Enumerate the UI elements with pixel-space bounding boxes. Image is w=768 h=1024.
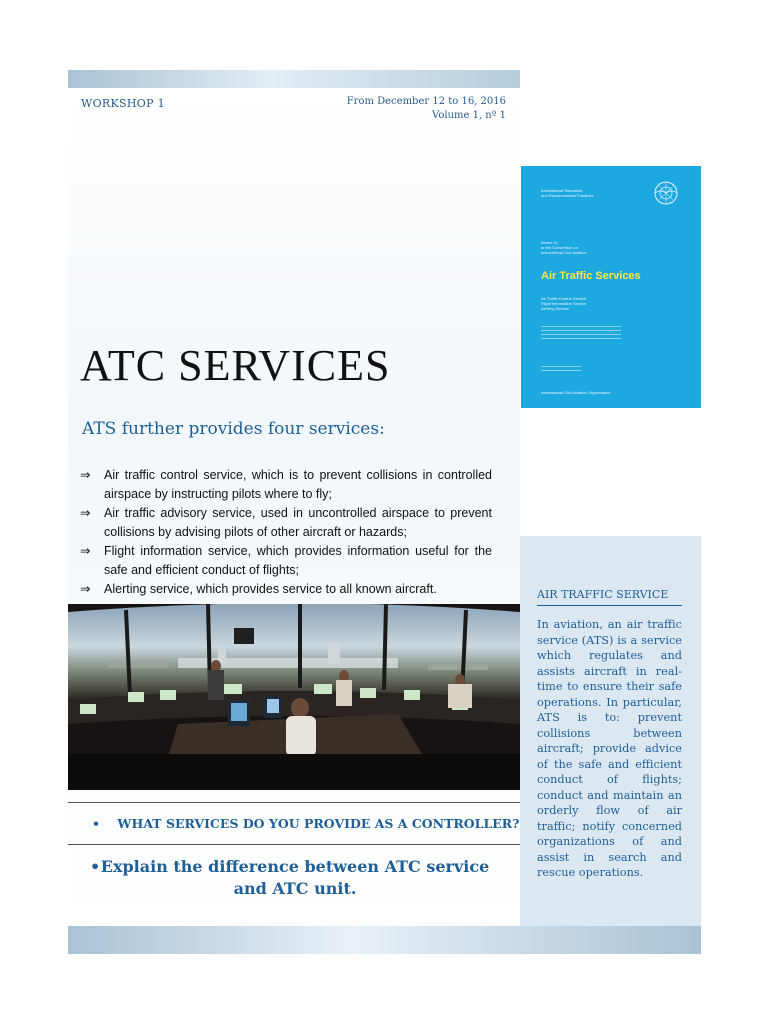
arrow-icon: ⇒ — [80, 468, 91, 482]
date-line: From December 12 to 16, 2016 — [346, 96, 506, 107]
cover-text: Alerting Service — [541, 306, 570, 311]
control-room-illustration — [68, 604, 520, 790]
cover-text: Air Traffic Control Service — [541, 296, 587, 301]
document-cover-image — [521, 166, 701, 408]
cover-text: and Recommended Practices — [541, 193, 594, 198]
issue-info — [347, 95, 506, 123]
cover-text: Annex 11 — [541, 240, 558, 245]
page-title: ATC SERVICES — [80, 341, 391, 390]
list-item-text: Air traffic advisory service, used in uncontrolled airspace to prevent collisions by advising pilots of other aircraft or hazards; — [104, 506, 492, 539]
cover-text: Flight Information Service — [541, 301, 587, 306]
sidebar-heading: AIR TRAFFIC SERVICE — [537, 588, 669, 601]
control-tower-photo — [68, 604, 520, 790]
cover-text: to the Convention on — [541, 245, 578, 250]
cover-fine-print — [541, 326, 621, 342]
sidebar-body-text: In aviation, an air traffic service (ATS) is a service which regulates and assists aircraft in real-time to ensure their safe operations. In particular, ATS is to: prevent collisions between aircraft; provide advice of the safe and efficient conduct of flights; conduct and maintain an orderly flow of air traffic; notify concerned organizations of and assist in search and rescue operations. — [537, 618, 682, 879]
list-item — [80, 504, 492, 542]
cover-edition-note — [541, 366, 581, 374]
list-item-text: Flight information service, which provides information useful for the safe and efficient conduct of flights; — [104, 544, 492, 577]
cover-text: International Civil Aviation Organization — [541, 390, 611, 395]
list-item — [80, 580, 492, 599]
question-1 — [92, 816, 520, 831]
bullet-dot-icon: • — [90, 857, 101, 876]
cover-text: International Civil Aviation — [541, 250, 587, 255]
icao-emblem-icon — [653, 180, 679, 206]
divider-bottom — [68, 844, 520, 845]
sidebar-rule — [537, 605, 682, 606]
services-list — [80, 466, 492, 599]
volume-line: Volume 1, nº 1 — [432, 110, 506, 121]
list-item — [80, 466, 492, 504]
question-2-text: Explain the difference between ATC service and ATC unit. — [100, 857, 490, 898]
cover-text: International Standards — [541, 188, 583, 193]
workshop-label: WORKSHOP 1 — [81, 97, 165, 110]
bullet-dot-icon: • — [92, 816, 100, 831]
arrow-icon: ⇒ — [80, 582, 91, 596]
cover-title: Air Traffic Services — [541, 270, 641, 282]
arrow-icon: ⇒ — [80, 506, 91, 520]
divider-top — [68, 802, 520, 803]
question-2 — [90, 856, 500, 900]
list-item — [80, 542, 492, 580]
list-item-text: Air traffic control service, which is to prevent collisions in controlled airspace by instructing pilots where to fly; — [104, 468, 492, 501]
section-subtitle: ATS further provides four services: — [82, 419, 385, 439]
arrow-icon: ⇒ — [80, 544, 91, 558]
footer-decor-bar — [68, 926, 701, 954]
question-1-text: WHAT SERVICES DO YOU PROVIDE AS A CONTROLLER? — [117, 816, 520, 831]
header-decor-bar — [68, 70, 520, 88]
list-item-text: Alerting service, which provides service to all known aircraft. — [104, 582, 437, 596]
